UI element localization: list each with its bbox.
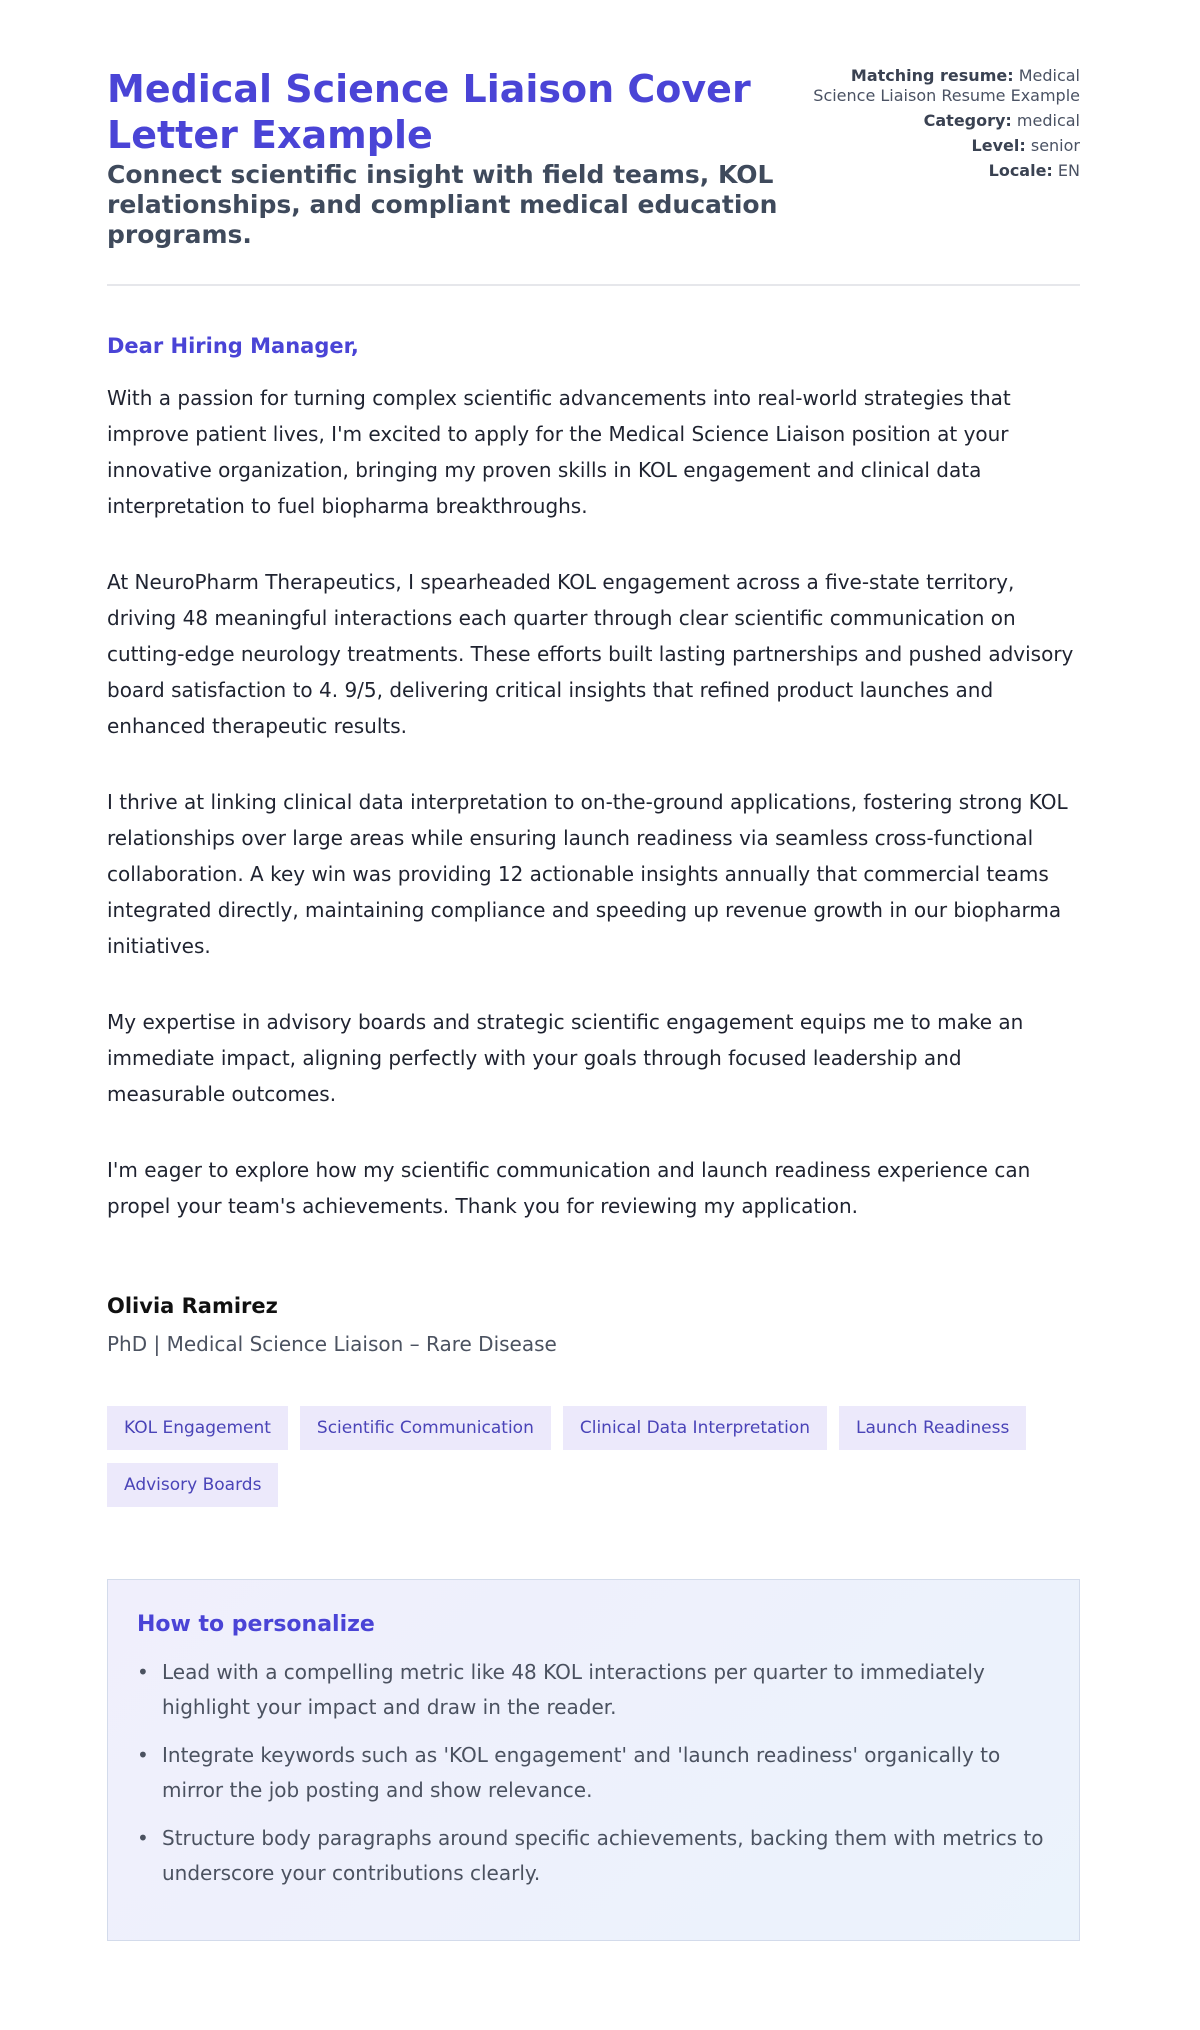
page-title: Medical Science Liaison Cover Letter Example [107,67,751,157]
salutation: Dear Hiring Manager, [107,334,359,358]
tip-item: • Integrate keywords such as 'KOL engagement' and 'launch readiness' organically to mirror the job posting and show relevance. [137,1738,1050,1808]
page-subtitle: Connect scientific insight with field teams, KOL relationships, and compliant medical education programs. [107,160,778,249]
personalize-tips-box [107,1579,1080,1941]
skill-tag: Launch Readiness [839,1406,1026,1450]
meta-value: Medical Science Liaison Resume Example [813,66,1080,105]
meta-value: senior [1030,136,1080,155]
meta-matching-resume [795,66,1080,106]
meta-value: EN [1057,161,1080,180]
meta-label: Matching resume: [850,66,1014,85]
meta-label: Locale: [988,161,1053,180]
tip-item: • Structure body paragraphs around specific achievements, backing them with metrics to underscore your contributions clearly. [137,1821,1050,1891]
letter-paragraph: I'm eager to explore how my scientific communication and launch readiness experience can propel your team's achievements. Thank you for reviewing my application. [107,1158,1031,1218]
meta-locale [795,161,1080,181]
signature-title: PhD | Medical Science Liaison – Rare Disease [107,1332,557,1356]
skill-tag: Scientific Communication [300,1406,551,1450]
tips-heading: How to personalize [137,1612,375,1637]
skill-tags [107,1406,1080,1507]
tip-item: • Lead with a compelling metric like 48 KOL interactions per quarter to immediately highlight your impact and draw in the reader. [137,1655,1050,1725]
skill-tag: Advisory Boards [107,1463,278,1507]
meta-value: medical [1016,111,1080,130]
signature-name: Olivia Ramirez [107,1294,278,1318]
letter-paragraph: With a passion for turning complex scientific advancements into real-world strategies that improve patient lives, I'm excited to apply for the Medical Science Liaison position at your innovative organization, bringing my proven skills in KOL engagement and clinical data interpretation to fuel biopharma breakthroughs. [107,386,1011,518]
meta-category [795,111,1080,131]
page-header [107,66,1080,286]
tips-list [137,1655,1050,1891]
cover-letter-page [107,66,1080,1941]
letter-paragraph: At NeuroPharm Therapeutics, I spearheaded KOL engagement across a five-state territory, driving 48 meaningful interactions each quarter through clear scientific communication on cutting-edge neurology treatments. These efforts built lasting partnerships and pushed advisory board satisfaction to 4. 9/5, delivering critical insights that refined product launches and enhanced therapeutic results. [107,570,1074,738]
skill-tag: Clinical Data Interpretation [563,1406,827,1450]
meta-info [795,66,1080,250]
skill-tag: KOL Engagement [107,1406,288,1450]
meta-label: Category: [923,111,1012,130]
letter-paragraph: I thrive at linking clinical data interpretation to on-the-ground applications, fostering strong KOL relationships over large areas while ensuring launch readiness via seamless cross-functional collaboration. A key win was providing 12 actionable insights annually that commercial teams integrated directly, maintaining compliance and speeding up revenue growth in our biopharma initiatives. [107,790,1068,958]
meta-level [795,136,1080,156]
meta-label: Level: [971,136,1026,155]
letter-paragraph: My expertise in advisory boards and strategic scientific engagement equips me to make an immediate impact, aligning perfectly with your goals through focused leadership and measurable outcomes. [107,1010,1024,1106]
